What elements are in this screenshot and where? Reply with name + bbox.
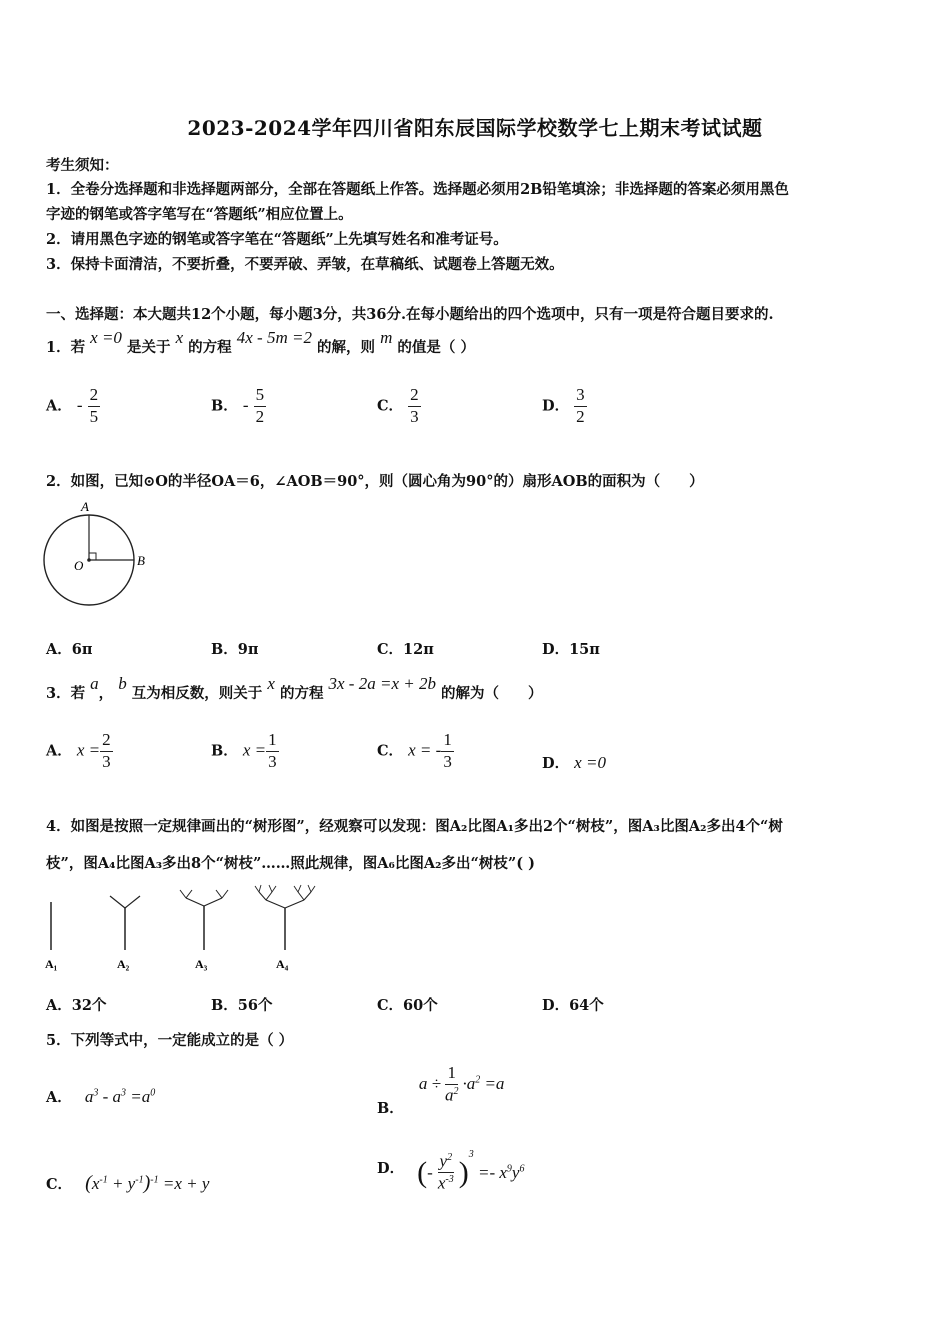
label-o: O [74,558,84,573]
q1-option-b[interactable] [211,386,266,426]
q1-text-1: 1．若 [46,339,86,356]
question-4-line-2: 枝”，图A₄比图A₃多出8个“树枝”……照此规律，图A₆比图A₂多出“树枝”( ) [46,855,535,872]
tree-a2-branch [125,896,140,908]
tree-label-a4: A₄ [276,957,289,971]
q1-math-2: x [175,328,184,347]
tree-a4-twig [304,892,311,900]
q3-text-3: 的方程 [279,685,324,702]
q2-option-a[interactable]: A．6π [46,641,93,658]
q1-option-a-sign: - [76,395,83,415]
tree-a4-twig [298,892,304,900]
tree-a4-twig [266,892,272,900]
tree-a3-twig [222,890,228,898]
circle-figure [40,498,150,613]
tree-label-a2: A₂ [117,957,130,971]
page-title: 2023-2024学年四川省阳东辰国际学校数学七上期末考试试题 [187,116,763,140]
q1-option-c-fraction: $\frac{2}{3}$ [410,385,419,426]
tree-a4-leaf [259,885,261,892]
q4-option-b[interactable]: B．56个 [211,997,273,1014]
q1-option-a-label: A． [46,397,72,415]
q1-text-4: 的解，则 [317,339,376,356]
tree-label-a3: A₃ [195,957,208,971]
q4-option-a[interactable]: A．32个 [46,997,107,1014]
tree-a3-branch [204,898,222,906]
question-1 [46,330,475,365]
tree-a3-twig [186,890,192,898]
q3-math-eq: 3x - 2a =x + 2b [328,674,436,693]
q1-option-b-label: B． [211,397,238,415]
q5-option-c[interactable]: C． $(x^{-1} + y^{-1})^{-1} =x + y$ [46,1172,210,1194]
q1-option-b-fraction: $\frac{5}{2}$ [255,385,265,426]
tree-a4-leaf [272,886,276,892]
tree-a4-leaf [308,885,311,892]
tree-a4-leaf [269,885,272,892]
question-5: 5．下列等式中，一定能成立的是（ ） [46,1032,294,1049]
question-4-line-1: 4．如图是按照一定规律画出的“树形图”，经观察可以发现：图A₂比图A₁多出2个“树枝”，图A₃比图A₂多出4个“树 [46,818,783,835]
q5-option-d[interactable]: D． (- $\frac{y^2}{x^{-3}}$ )$^3 =- x^9y^6$ [377,1149,525,1193]
q4-option-c[interactable]: C．60个 [377,997,438,1014]
tree-a4-branch [266,900,285,908]
tree-a4-leaf [255,886,259,892]
tree-a4-leaf [298,885,301,892]
tree-a2-branch [110,896,125,908]
q5-option-b[interactable]: B． a ÷ $\frac{1}{a^2}$ $\cdot a^2 =a$ [377,1063,505,1118]
q4-option-d[interactable]: D．64个 [542,997,604,1014]
notice-heading: 考生须知： [46,157,119,174]
notice-line-1b: 字迹的钢笔或答字笔写在“答题纸”相应位置上。 [46,206,353,223]
section-heading: 一、选择题：本大题共12个小题，每小题3分，共36分.在每小题给出的四个选项中，只有一项是符合题目要求的. [46,306,774,323]
q3-text-2: 互为相反数，则关于 [131,685,263,702]
q1-option-a[interactable] [46,386,100,426]
tree-a4-twig [259,892,266,900]
q2-option-d[interactable]: D．15π [542,641,600,658]
q1-math-3: 4x - 5m =2 [236,328,312,347]
question-3: 3．若 a， b 互为相反数，则关于 x 的方程 3x - 2a =x + 2b 的解为（ ） [46,674,543,702]
tree-a3-branch [186,898,204,906]
label-b: B [137,553,145,568]
q2-option-c[interactable]: C．12π [377,641,434,658]
q1-math-4: m [380,328,393,347]
notice-line-3: 3．保持卡面清洁，不要折叠，不要弄破、弄皱，在草稿纸、试题卷上答题无效。 [46,256,564,273]
q1-text-3: 的方程 [188,339,232,356]
question-2: 2．如图，已知⊙O的半径OA＝6，∠AOB＝90°，则（圆心角为90°的）扇形AOB的面积为（ ） [46,473,704,490]
q5-option-a[interactable]: A． $a^3 - a^3 =a^0$ [46,1087,156,1106]
q1-option-d-fraction: $\frac{3}{2}$ [576,385,585,426]
q3-text-4: 的解为（ ） [441,685,543,702]
tree-a3-twig [180,890,186,898]
q2-option-b[interactable]: B．9π [211,641,259,658]
tree-a4-leaf [294,886,298,892]
q1-option-a-fraction: $\frac{2}{5}$ [89,385,99,426]
q1-option-c[interactable] [377,386,421,426]
q3-option-d[interactable]: D． x =0 [542,753,606,772]
q3-option-c[interactable]: C． x = - $\frac{1}{3}$ [377,730,452,771]
q1-math-1: x =0 [90,328,122,347]
center-point [87,558,91,562]
notice-line-1a: 1．全卷分选择题和非选择题两部分，全部在答题纸上作答。选择题必须用2B铅笔填涂；非选择题的答案必须用黑色 [46,181,789,198]
label-a: A [81,499,89,514]
q1-option-d-label: D． [542,397,570,415]
q3-math-x: x [267,674,275,693]
q3-math-a: a [90,674,99,693]
q3-option-a[interactable]: A． x = $\frac{2}{3}$ [46,730,111,771]
q1-text-5: 的值是（ ） [397,339,475,356]
tree-a4-branch [285,900,304,908]
tree-a4-leaf [311,886,315,892]
q1-option-c-label: C． [377,397,404,415]
q1-text-2: 是关于 [127,339,171,356]
q1-option-d[interactable] [542,386,587,426]
q3-option-b[interactable]: B． x = $\frac{1}{3}$ [211,730,277,771]
q3-math-b: b [118,674,127,693]
tree-a3-twig [216,890,222,898]
tree-label-a1: A₁ [45,957,58,971]
q3-text-1: 3．若 [46,685,86,702]
tree-figure [40,884,340,974]
q1-option-b-sign: - [242,395,249,415]
notice-line-2: 2．请用黑色字迹的钢笔或答字笔在“答题纸”上先填写姓名和准考证号。 [46,231,508,248]
